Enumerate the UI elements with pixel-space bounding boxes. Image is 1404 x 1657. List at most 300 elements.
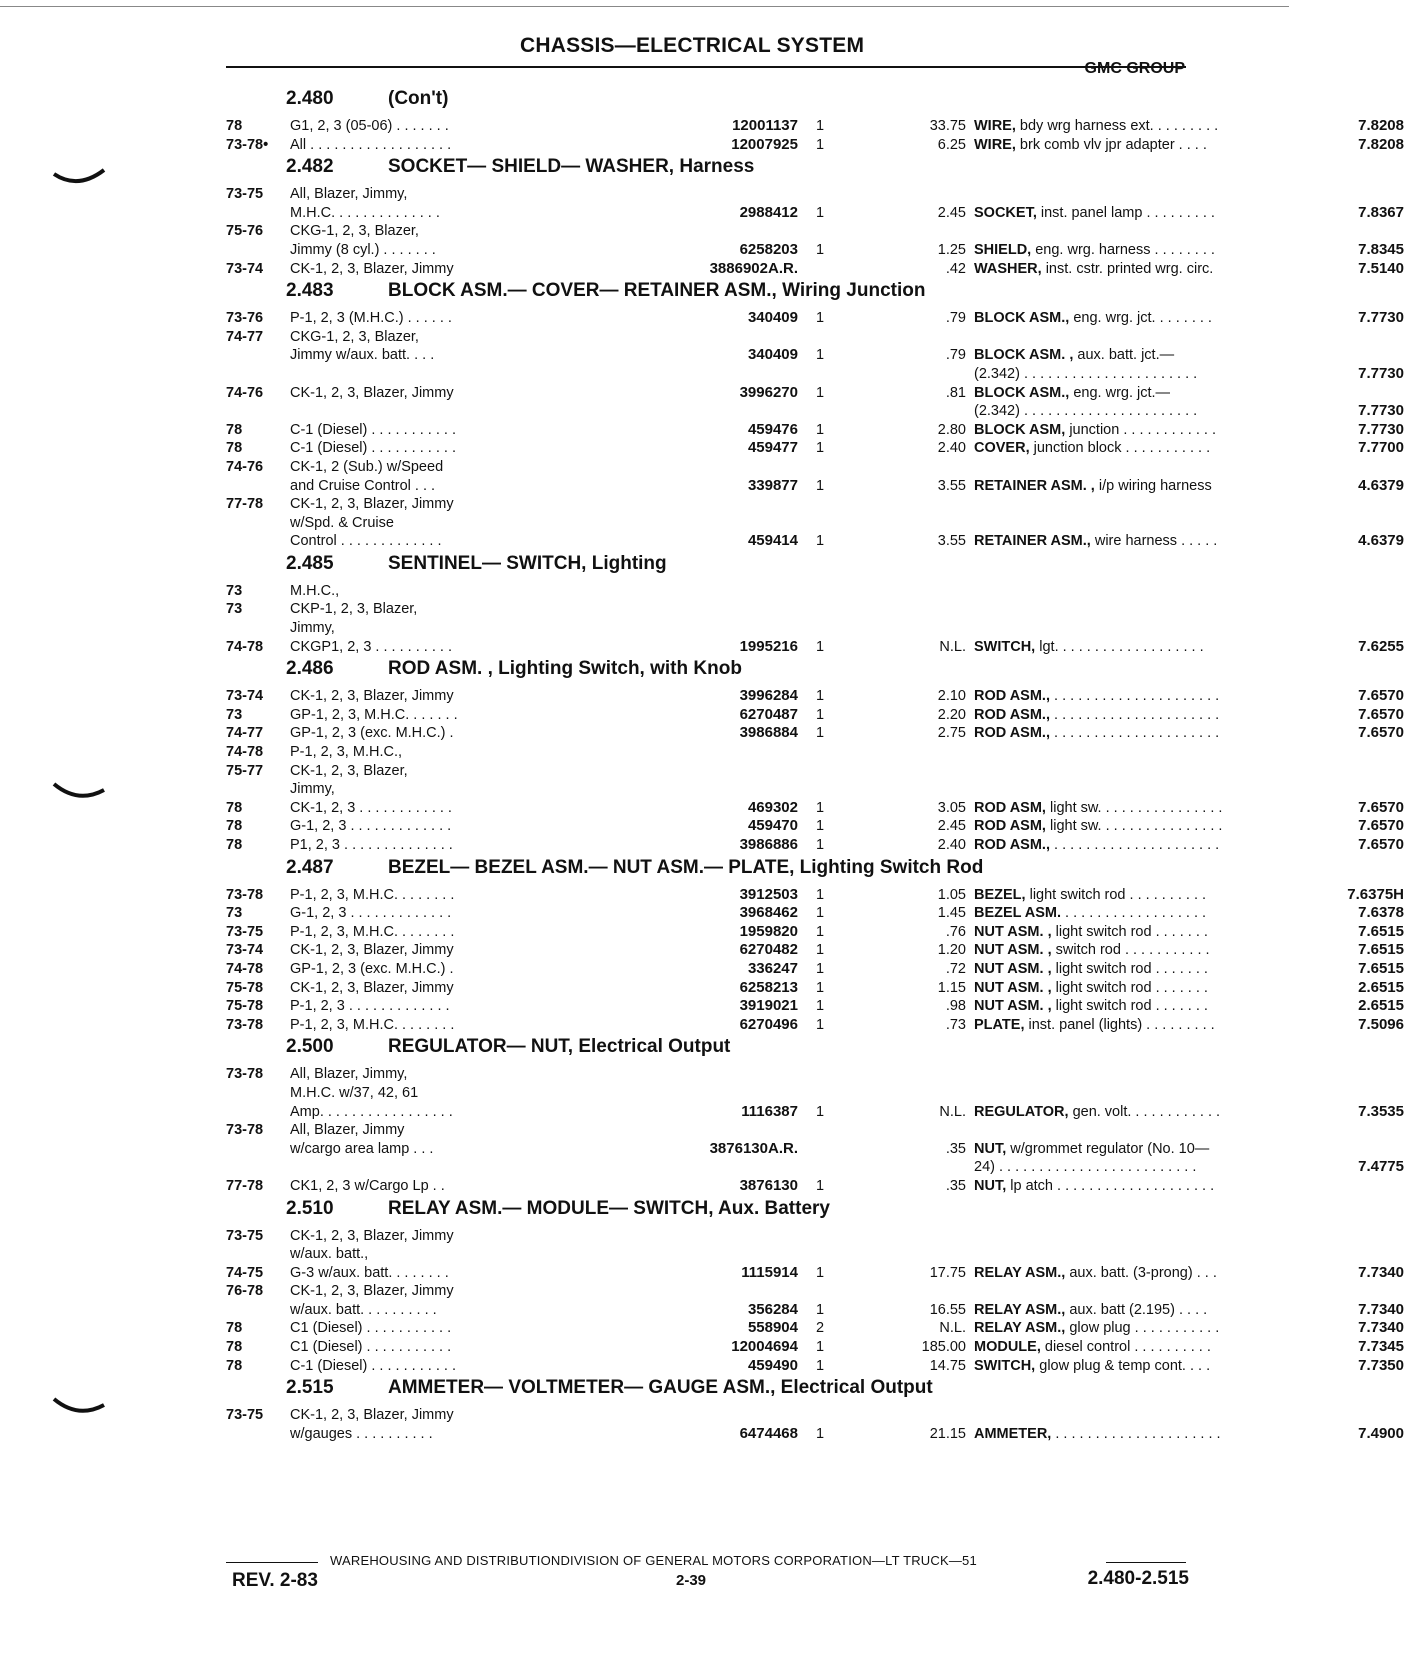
group-number: 7.6570 <box>1358 798 1404 816</box>
section-heading <box>226 278 1191 309</box>
part-name: ROD ASM., <box>974 837 1050 853</box>
part-row <box>226 780 1191 799</box>
description-text: aux. batt (2.195) . . . . <box>1069 1301 1208 1318</box>
price: .35 <box>945 1140 966 1157</box>
part-row <box>226 687 1404 706</box>
model-years: 74-76 <box>226 458 264 475</box>
part-row <box>226 904 1404 923</box>
part-name: RELAY ASM., <box>974 1301 1066 1318</box>
application: CK-1, 2, 3, Blazer, Jimmy <box>290 496 454 513</box>
application: CK-1, 2, 3, Blazer, Jimmy <box>290 384 454 401</box>
model-years: 73-78 <box>226 886 264 903</box>
description-text: light switch rod . . . . . . . <box>1055 923 1208 940</box>
price: 21.15 <box>929 1425 966 1442</box>
part-number: 6270496 <box>739 1015 798 1033</box>
part-row <box>226 1245 1191 1264</box>
part-name: ROD ASM, <box>974 818 1046 835</box>
price: 2.45 <box>937 204 966 221</box>
price: 3.55 <box>937 533 966 550</box>
price: 2.40 <box>937 440 966 457</box>
description-text: eng. wrg. jct. . . . . . . . <box>1073 310 1212 327</box>
part-number: 459490 <box>747 1356 798 1374</box>
part-row <box>226 364 1404 384</box>
description-text: eng. wrg. jct.— <box>1073 384 1171 401</box>
model-years: 73-76 <box>226 310 264 327</box>
group-number: 7.6570 <box>1358 817 1404 835</box>
group-number: 7.8345 <box>1358 240 1404 258</box>
part-name: SWITCH, <box>974 638 1036 655</box>
quantity: 1 <box>816 886 825 903</box>
model-years: 78 <box>226 799 243 816</box>
part-name: BLOCK ASM. , <box>974 347 1074 364</box>
application: GP-1, 2, 3 (exc. M.H.C.) . <box>290 960 454 977</box>
quantity: 1 <box>816 1357 825 1374</box>
application: CK-1, 2, 3, Blazer, Jimmy <box>290 1283 454 1300</box>
part-row <box>226 1015 1404 1035</box>
part-row <box>226 1065 1191 1084</box>
part-row <box>226 458 1191 477</box>
application: M.H.C. w/37, 42, 61 <box>290 1084 419 1101</box>
group-number: 7.6570 <box>1358 705 1404 723</box>
price: .98 <box>945 998 966 1015</box>
part-number: 3968462 <box>739 904 798 922</box>
description-text: lgt. . . . . . . . . . . . . . . . . . . <box>1039 638 1204 655</box>
part-name: WIRE, <box>974 136 1016 153</box>
group-number: 7.7340 <box>1358 1300 1404 1318</box>
part-row <box>226 117 1404 136</box>
section-title: (Con't) <box>388 88 449 109</box>
part-name: NUT ASM. , <box>974 960 1052 977</box>
quantity: 1 <box>816 1016 825 1033</box>
part-row <box>226 1263 1404 1283</box>
model-years: 73-75 <box>226 1407 264 1424</box>
application: M.H.C., <box>290 582 340 599</box>
part-row <box>226 420 1404 440</box>
part-number: 558904 <box>747 1319 798 1337</box>
price: N.L. <box>939 638 966 655</box>
part-number: 459477 <box>747 439 798 457</box>
part-row <box>226 743 1191 762</box>
part-row <box>226 1158 1404 1177</box>
section-number: 2.483 <box>286 280 334 302</box>
part-name: PLATE, <box>974 1016 1025 1033</box>
section-heading <box>226 1196 1191 1227</box>
application: G-1, 2, 3 . . . . . . . . . . . . . <box>290 818 452 835</box>
quantity: 1 <box>816 688 825 705</box>
group-number: 7.7730 <box>1358 420 1404 438</box>
quantity: 1 <box>816 799 825 816</box>
application: M.H.C. . . . . . . . . . . . . . <box>290 204 440 221</box>
group-number: 7.6570 <box>1358 724 1404 742</box>
description-text: wire harness . . . . . <box>1094 533 1218 550</box>
price: .35 <box>945 1177 966 1194</box>
part-row <box>226 798 1404 818</box>
part-row <box>226 1139 1210 1159</box>
description-text: (2.342) . . . . . . . . . . . . . . . . . . . . . . <box>974 403 1198 420</box>
part-name: SWITCH, <box>974 1357 1036 1374</box>
section-heading <box>226 656 1191 687</box>
description-text: light sw. . . . . . . . . . . . . . . . <box>1050 818 1223 835</box>
description-text: light switch rod . . . . . . . <box>1055 998 1208 1015</box>
section-number: 2.480 <box>286 88 334 109</box>
group-number: 7.6570 <box>1358 836 1404 853</box>
part-number: 12007925 <box>731 135 798 153</box>
part-name: COVER, <box>974 440 1030 457</box>
price: .72 <box>945 960 966 977</box>
part-number: 3886902A.R. <box>709 259 798 277</box>
application: C1 (Diesel) . . . . . . . . . . . <box>290 1320 452 1337</box>
price: 2.20 <box>937 706 966 723</box>
section-title: REGULATOR— NUT, Electrical Output <box>388 1036 731 1058</box>
model-years: 74-77 <box>226 725 264 742</box>
group-number: 7.7730 <box>1358 402 1404 420</box>
part-name: SOCKET, <box>974 204 1037 221</box>
price: 1.25 <box>937 241 966 258</box>
price: .42 <box>945 260 966 277</box>
model-years: 74-78 <box>226 960 264 977</box>
description-text: junction block . . . . . . . . . . . <box>1033 440 1211 457</box>
quantity: 1 <box>816 384 825 401</box>
application: CK-1, 2, 3, Blazer, Jimmy <box>290 979 454 996</box>
part-name: RETAINER ASM. , <box>974 477 1095 494</box>
application: C1 (Diesel) . . . . . . . . . . . <box>290 1339 452 1356</box>
part-row <box>226 309 1404 328</box>
part-name: WIRE, <box>974 118 1016 134</box>
price: 1.05 <box>937 886 966 903</box>
application: Amp. . . . . . . . . . . . . . . . . <box>290 1103 453 1120</box>
part-name: NUT ASM. , <box>974 942 1052 959</box>
quantity: 1 <box>816 638 825 655</box>
quantity: 2 <box>816 1320 825 1337</box>
part-number: 340409 <box>747 346 798 364</box>
model-years: 74-78 <box>226 744 264 761</box>
price: 2.40 <box>937 837 966 853</box>
part-name: RELAY ASM., <box>974 1264 1066 1281</box>
part-row <box>226 1300 1404 1320</box>
description-text: bdy wrg harness ext. . . . . . . . . <box>1019 118 1219 134</box>
application: CK-1, 2, 3, Blazer, Jimmy <box>290 942 454 959</box>
group-number: 7.7730 <box>1358 364 1404 382</box>
application: G1, 2, 3 (05-06) . . . . . . . <box>290 118 449 134</box>
application: CK-1, 2, 3, Blazer, <box>290 762 408 779</box>
part-row <box>226 346 1191 365</box>
group-number: 7.5140 <box>1358 259 1404 277</box>
application: CKG-1, 2, 3, Blazer, <box>290 328 419 345</box>
quantity: 1 <box>816 1339 825 1356</box>
description-text: switch rod . . . . . . . . . . . <box>1055 942 1210 959</box>
quantity: 1 <box>816 136 825 153</box>
part-number: 12001137 <box>732 117 798 134</box>
application: All, Blazer, Jimmy, <box>290 1066 408 1083</box>
price: 33.75 <box>929 118 966 134</box>
part-number: 6258203 <box>739 240 798 258</box>
quantity: 1 <box>816 1103 825 1120</box>
application: CK-1, 2, 3, Blazer, Jimmy <box>290 260 454 277</box>
application: G-1, 2, 3 . . . . . . . . . . . . . <box>290 905 452 922</box>
price: .79 <box>945 310 966 327</box>
part-row <box>226 619 1191 638</box>
part-row <box>226 1084 1191 1103</box>
part-number: 1115914 <box>741 1263 798 1281</box>
model-years: 73-75 <box>226 186 264 203</box>
quantity: 1 <box>816 818 825 835</box>
section-number: 2.486 <box>286 658 334 680</box>
description-text: (2.342) . . . . . . . . . . . . . . . . . . . . . . <box>974 365 1198 382</box>
application: C-1 (Diesel) . . . . . . . . . . . <box>290 421 456 438</box>
part-number: 6474468 <box>739 1424 798 1442</box>
part-row <box>226 959 1404 979</box>
price: 14.75 <box>929 1357 966 1374</box>
model-years: 78 <box>226 837 243 853</box>
part-row <box>226 836 1404 855</box>
group-number: 7.3535 <box>1358 1102 1404 1120</box>
price: 1.15 <box>937 979 966 996</box>
part-name: BEZEL, <box>974 886 1026 903</box>
group-number: 7.6255 <box>1358 637 1404 655</box>
model-years: 73 <box>226 706 243 723</box>
description-text: inst. panel (lights) . . . . . . . . . <box>1028 1016 1215 1033</box>
part-number: 6258213 <box>739 978 798 996</box>
price: 2.80 <box>937 421 966 438</box>
model-years: 73 <box>226 601 243 618</box>
group-number: 7.6515 <box>1358 922 1404 940</box>
part-name: REGULATOR, <box>974 1103 1069 1120</box>
part-number: 340409 <box>747 309 798 327</box>
application: CK-1, 2, 3, Blazer, Jimmy <box>290 1227 454 1244</box>
price: 16.55 <box>929 1301 966 1318</box>
price: 185.00 <box>921 1339 966 1356</box>
part-row <box>226 600 1191 619</box>
application: All . . . . . . . . . . . . . . . . . . <box>290 136 452 153</box>
section-title: BLOCK ASM.— COVER— RETAINER ASM., Wiring Junction <box>388 280 926 302</box>
application: GP-1, 2, 3, M.H.C. . . . . . . <box>290 706 458 723</box>
price: 1.45 <box>937 905 966 922</box>
part-row <box>226 476 1404 496</box>
part-number: 3986886 <box>739 836 798 853</box>
description-text: aux. batt. (3-prong) . . . <box>1069 1264 1217 1281</box>
part-number: 336247 <box>747 959 798 977</box>
part-row <box>226 402 1404 421</box>
part-number: 3919021 <box>739 997 798 1015</box>
model-years: 74-76 <box>226 384 264 401</box>
part-row <box>226 222 1191 241</box>
part-number: 459476 <box>747 420 798 438</box>
footer-section-range: 2.480-2.515 <box>1087 1568 1189 1589</box>
page-title: CHASSIS—ELECTRICAL SYSTEM <box>520 34 865 57</box>
application: All, Blazer, Jimmy, <box>290 186 408 203</box>
section-number: 2.487 <box>286 856 334 878</box>
footer-page-number: 2-39 <box>676 1572 707 1589</box>
section-number: 2.515 <box>286 1377 334 1399</box>
part-name: RELAY ASM., <box>974 1320 1066 1337</box>
part-row <box>226 495 1191 514</box>
part-row <box>226 384 1191 403</box>
part-row <box>226 941 1404 960</box>
group-number: 7.6378 <box>1358 904 1404 922</box>
group-number: 7.6570 <box>1358 687 1404 705</box>
parts-listing <box>226 86 1404 1443</box>
part-row <box>226 1121 1191 1140</box>
application: Jimmy (8 cyl.) . . . . . . . <box>290 241 436 258</box>
group-number: 7.4900 <box>1358 1424 1404 1442</box>
application: P-1, 2, 3 (M.H.C.) . . . . . . <box>290 310 452 327</box>
part-name: NUT ASM. , <box>974 979 1052 996</box>
description <box>974 346 1304 365</box>
part-row <box>226 514 1191 533</box>
model-years: 78 <box>226 818 243 835</box>
description-text: light switch rod . . . . . . . <box>1055 979 1208 996</box>
application: Jimmy, <box>290 781 335 798</box>
quantity: 1 <box>816 725 825 742</box>
section-heading <box>226 1375 1191 1406</box>
group-number: 7.8208 <box>1358 135 1404 153</box>
group-number: 7.7730 <box>1358 309 1404 327</box>
application: G-3 w/aux. batt. . . . . . . . <box>290 1264 449 1281</box>
model-years: 73 <box>226 582 243 599</box>
model-years: 73-75 <box>226 1227 264 1244</box>
application: P-1, 2, 3, M.H.C., <box>290 744 402 761</box>
application: Jimmy, <box>290 620 335 637</box>
section-title: SOCKET— SHIELD— WASHER, Harness <box>388 156 755 178</box>
part-row <box>226 1282 1191 1301</box>
price: .79 <box>945 347 966 364</box>
section-number: 2.510 <box>286 1197 334 1219</box>
description-text: i/p wiring harness <box>1098 477 1212 494</box>
price: 3.05 <box>937 799 966 816</box>
part-number: 3876130 <box>739 1176 798 1194</box>
price: N.L. <box>939 1320 966 1337</box>
part-row <box>226 1338 1404 1357</box>
part-name: NUT, <box>974 1140 1007 1157</box>
section-number: 2.482 <box>286 156 334 178</box>
group-label: GMC GROUP <box>1084 60 1185 77</box>
model-years: 78 <box>226 118 243 134</box>
description-text: inst. panel lamp . . . . . . . . . <box>1040 204 1215 221</box>
quantity: 1 <box>816 1425 825 1442</box>
application: CK1, 2, 3 w/Cargo Lp . . <box>290 1177 445 1194</box>
footer-rule-left <box>226 1562 318 1563</box>
application: w/Spd. & Cruise <box>290 514 394 531</box>
description-text: w/grommet regulator (No. 10— <box>1010 1140 1210 1157</box>
part-number: 3912503 <box>739 885 798 903</box>
part-number: 3986884 <box>739 724 798 742</box>
group-number: 7.6515 <box>1358 959 1404 977</box>
description-text: light switch rod . . . . . . . <box>1055 960 1208 977</box>
part-name: ROD ASM., <box>974 725 1050 742</box>
quantity: 1 <box>816 204 825 221</box>
quantity: 1 <box>816 440 825 457</box>
description-text: eng. wrg. harness . . . . . . . . <box>1035 241 1215 258</box>
description-text: diesel control . . . . . . . . . . <box>1044 1339 1211 1356</box>
part-row <box>226 240 1404 260</box>
model-years: 73-74 <box>226 688 264 705</box>
part-row <box>226 637 1404 657</box>
section-heading <box>226 1034 1191 1065</box>
model-years: 75-77 <box>226 762 264 779</box>
section-title: BEZEL— BEZEL ASM.— NUT ASM.— PLATE, Lighting Switch Rod <box>388 856 984 878</box>
quantity: 1 <box>816 905 825 922</box>
application: Jimmy w/aux. batt. . . . <box>290 347 435 364</box>
part-name: BLOCK ASM., <box>974 310 1070 327</box>
part-number: 3996284 <box>739 687 798 705</box>
description-text: aux. batt. jct.— <box>1077 347 1175 364</box>
part-name: AMMETER, <box>974 1425 1052 1442</box>
footer-division-line: WAREHOUSING AND DISTRIBUTIONDIVISION OF GENERAL MOTORS CORPORATION—LT TRUCK—51 <box>330 1553 977 1568</box>
group-number: 7.8208 <box>1358 117 1404 134</box>
part-row <box>226 1227 1191 1246</box>
application: P-1, 2, 3, M.H.C. . . . . . . . <box>290 1016 455 1033</box>
part-name: NUT, <box>974 1177 1007 1194</box>
group-number: 7.8367 <box>1358 203 1404 221</box>
part-row <box>226 439 1404 458</box>
application: w/aux. batt., <box>290 1246 369 1263</box>
price: .76 <box>945 923 966 940</box>
price: 2.10 <box>937 688 966 705</box>
section-title: RELAY ASM.— MODULE— SWITCH, Aux. Battery <box>388 1197 830 1219</box>
part-number: 339877 <box>747 476 798 494</box>
top-edge-rule <box>0 6 1289 7</box>
part-row <box>226 922 1404 942</box>
quantity: 1 <box>816 1177 825 1194</box>
part-number: 2988412 <box>739 203 798 221</box>
section-title: AMMETER— VOLTMETER— GAUGE ASM., Electrical Output <box>388 1377 933 1399</box>
group-number: 7.5096 <box>1358 1015 1404 1033</box>
description <box>974 384 1304 403</box>
model-years: 78 <box>226 421 243 438</box>
application: CK-1, 2, 3 . . . . . . . . . . . . <box>290 799 452 816</box>
model-years: 73-78 <box>226 1122 264 1139</box>
part-number: 459414 <box>747 532 798 550</box>
description-text: . . . . . . . . . . . . . . . . . . . . . <box>1054 725 1220 742</box>
header-rule <box>226 66 1186 68</box>
description-text: glow plug & temp cont. . . . <box>1039 1357 1211 1374</box>
binder-hole-mark <box>52 1385 112 1430</box>
quantity: 1 <box>816 979 825 996</box>
section-heading <box>226 855 1191 886</box>
group-number: 7.4775 <box>1358 1158 1404 1176</box>
part-row <box>226 997 1404 1016</box>
application: CKGP1, 2, 3 . . . . . . . . . . <box>290 638 452 655</box>
part-number: 356284 <box>747 1300 798 1318</box>
part-row <box>226 259 1404 279</box>
quantity: 1 <box>816 310 825 327</box>
part-number: 1959820 <box>739 922 798 940</box>
quantity: 1 <box>816 998 825 1015</box>
model-years: 73-78 <box>226 1066 264 1083</box>
group-number: 4.6379 <box>1358 532 1404 550</box>
description-text: light switch rod . . . . . . . . . . <box>1029 886 1207 903</box>
description-text: glow plug . . . . . . . . . . . <box>1069 1320 1220 1337</box>
description-text: . . . . . . . . . . . . . . . . . . . . . <box>1054 706 1220 723</box>
binder-hole-mark <box>52 770 112 815</box>
application: w/gauges . . . . . . . . . . <box>290 1425 433 1442</box>
group-number: 7.6375H <box>1347 885 1404 903</box>
part-name: BEZEL ASM. <box>974 905 1062 922</box>
description-text: . . . . . . . . . . . . . . . . . . . . . <box>1054 688 1220 705</box>
section-number: 2.500 <box>286 1036 334 1058</box>
application: P-1, 2, 3, M.H.C. . . . . . . . <box>290 923 455 940</box>
model-years: 77-78 <box>226 1177 264 1194</box>
footer-revision: REV. 2-83 <box>232 1570 318 1591</box>
model-years: 73-78• <box>226 136 269 153</box>
price: 3.55 <box>937 477 966 494</box>
model-years: 73-75 <box>226 923 264 940</box>
application: CK-1, 2, 3, Blazer, Jimmy <box>290 1407 454 1424</box>
part-row <box>226 1176 1215 1196</box>
part-row <box>226 1102 1404 1122</box>
model-years: 78 <box>226 440 243 457</box>
quantity: 1 <box>816 923 825 940</box>
